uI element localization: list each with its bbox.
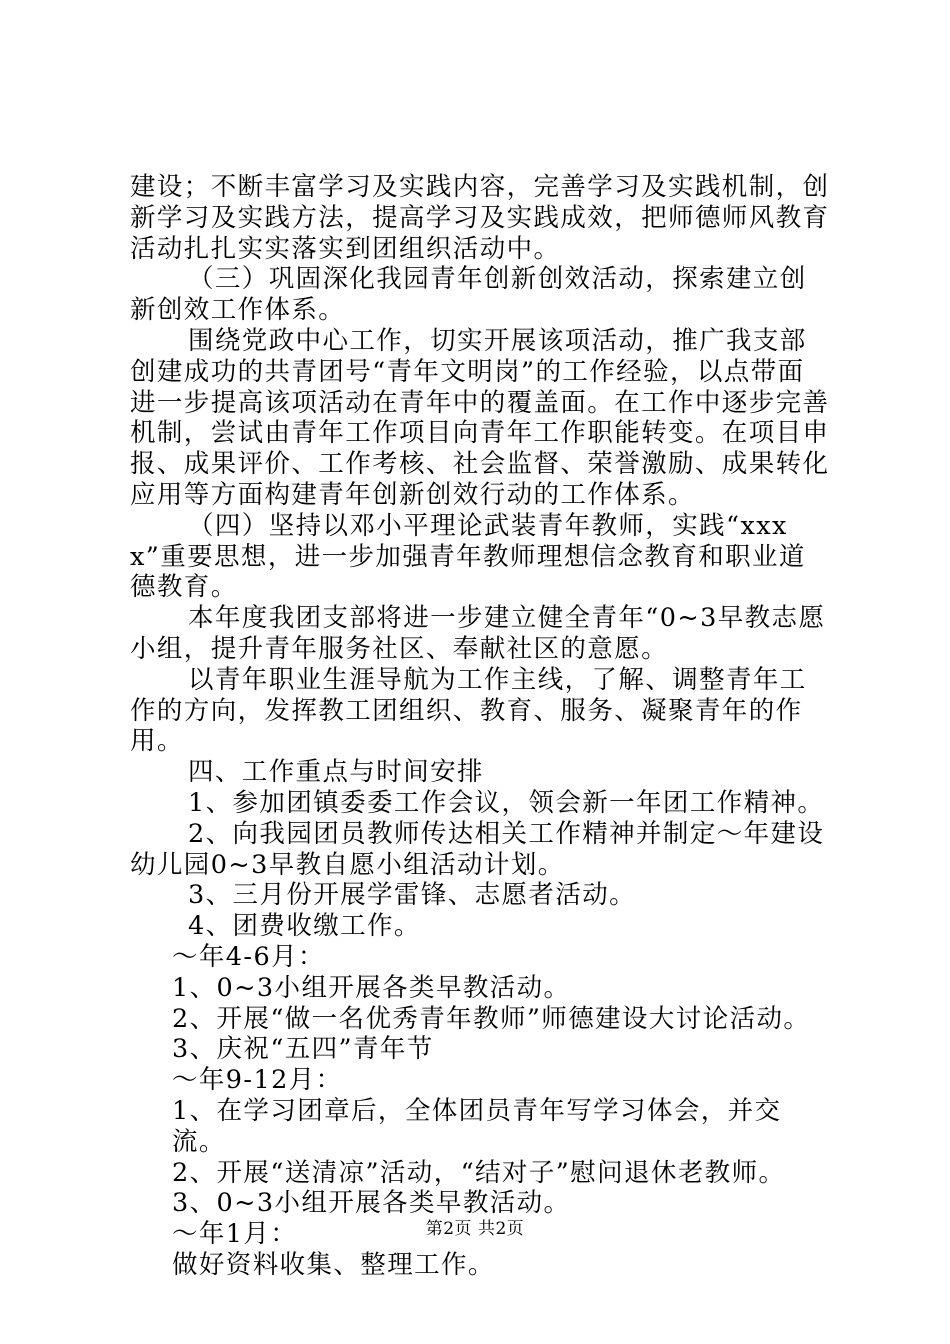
paragraph: 围绕党政中心工作，切实开展该项活动，推广我支部创建成功的共青团号“青年文明岗”的工作经验，以点带面进一步提高该项活动在青年中的覆盖面。在工作中逐步完善机制，尝试由青年工作项目向青年工作职能转变。在项目申报、成果评价、工作考核、社会监督、荣誉激励、成果转化应用等方面构建青年创新创效行动的工作体系。 <box>130 325 830 510</box>
paragraph: ～年4-6月： <box>172 941 325 972</box>
document-body <box>130 172 830 1281</box>
paragraph: 建设；不断丰富学习及实践内容，完善学习及实践机制，创新学习及实践方法，提高学习及实践成效，把师德师风教育活动扎扎实实落实到团组织活动中。 <box>130 172 830 264</box>
page-footer: 第2页 共2页 <box>425 1219 525 1239</box>
paragraph: 四、工作重点与时间安排 <box>188 757 484 788</box>
paragraph: 做好资料收集、整理工作。 <box>172 1249 495 1280</box>
paragraph: 4、团费收缴工作。 <box>188 911 421 942</box>
paragraph: 1、参加团镇委委工作会议，领会新一年团工作精神。 <box>188 787 825 818</box>
paragraph: （三）巩固深化我园青年创新创效活动，探索建立创新创效工作体系。 <box>130 264 807 326</box>
paragraph: （四）坚持以邓小平理论武装青年教师，实践“xxxx”重要思想，进一步加强青年教师理想信念教育和职业道德教育。 <box>130 510 806 603</box>
paragraph: 本年度我团支部将进一步建立健全青年“0~3早教志愿小组，提升青年服务社区、奉献社区的意愿。 <box>130 603 826 664</box>
paragraph: 1、0~3小组开展各类早教活动。 <box>172 972 571 1003</box>
paragraph: 以青年职业生涯导航为工作主线，了解、调整青年工作的方向，发挥教工团组织、教育、服务、凝聚青年的作用。 <box>130 664 807 757</box>
paragraph: 3、0~3小组开展各类早教活动。 <box>172 1188 571 1219</box>
paragraph: 2、向我园团员教师传达相关工作精神并制定～年建设幼儿园0~3早教自愿小组活动计划。 <box>130 818 825 880</box>
paragraph: 1、在学习团章后，全体团员青年写学习体会，并交流。 <box>172 1095 782 1157</box>
paragraph: 3、三月份开展学雷锋、志愿者活动。 <box>188 880 637 911</box>
paragraph: 2、开展“做一名优秀青年教师”师德建设大讨论活动。 <box>172 1003 811 1034</box>
paragraph: ～年9-12月： <box>172 1065 343 1096</box>
paragraph: ～年1月： <box>172 1219 298 1250</box>
paragraph: 2、开展“送清凉”活动，“结对子”慰问退休老教师。 <box>172 1157 786 1188</box>
paragraph: 3、庆祝“五四”青年节 <box>172 1034 434 1065</box>
